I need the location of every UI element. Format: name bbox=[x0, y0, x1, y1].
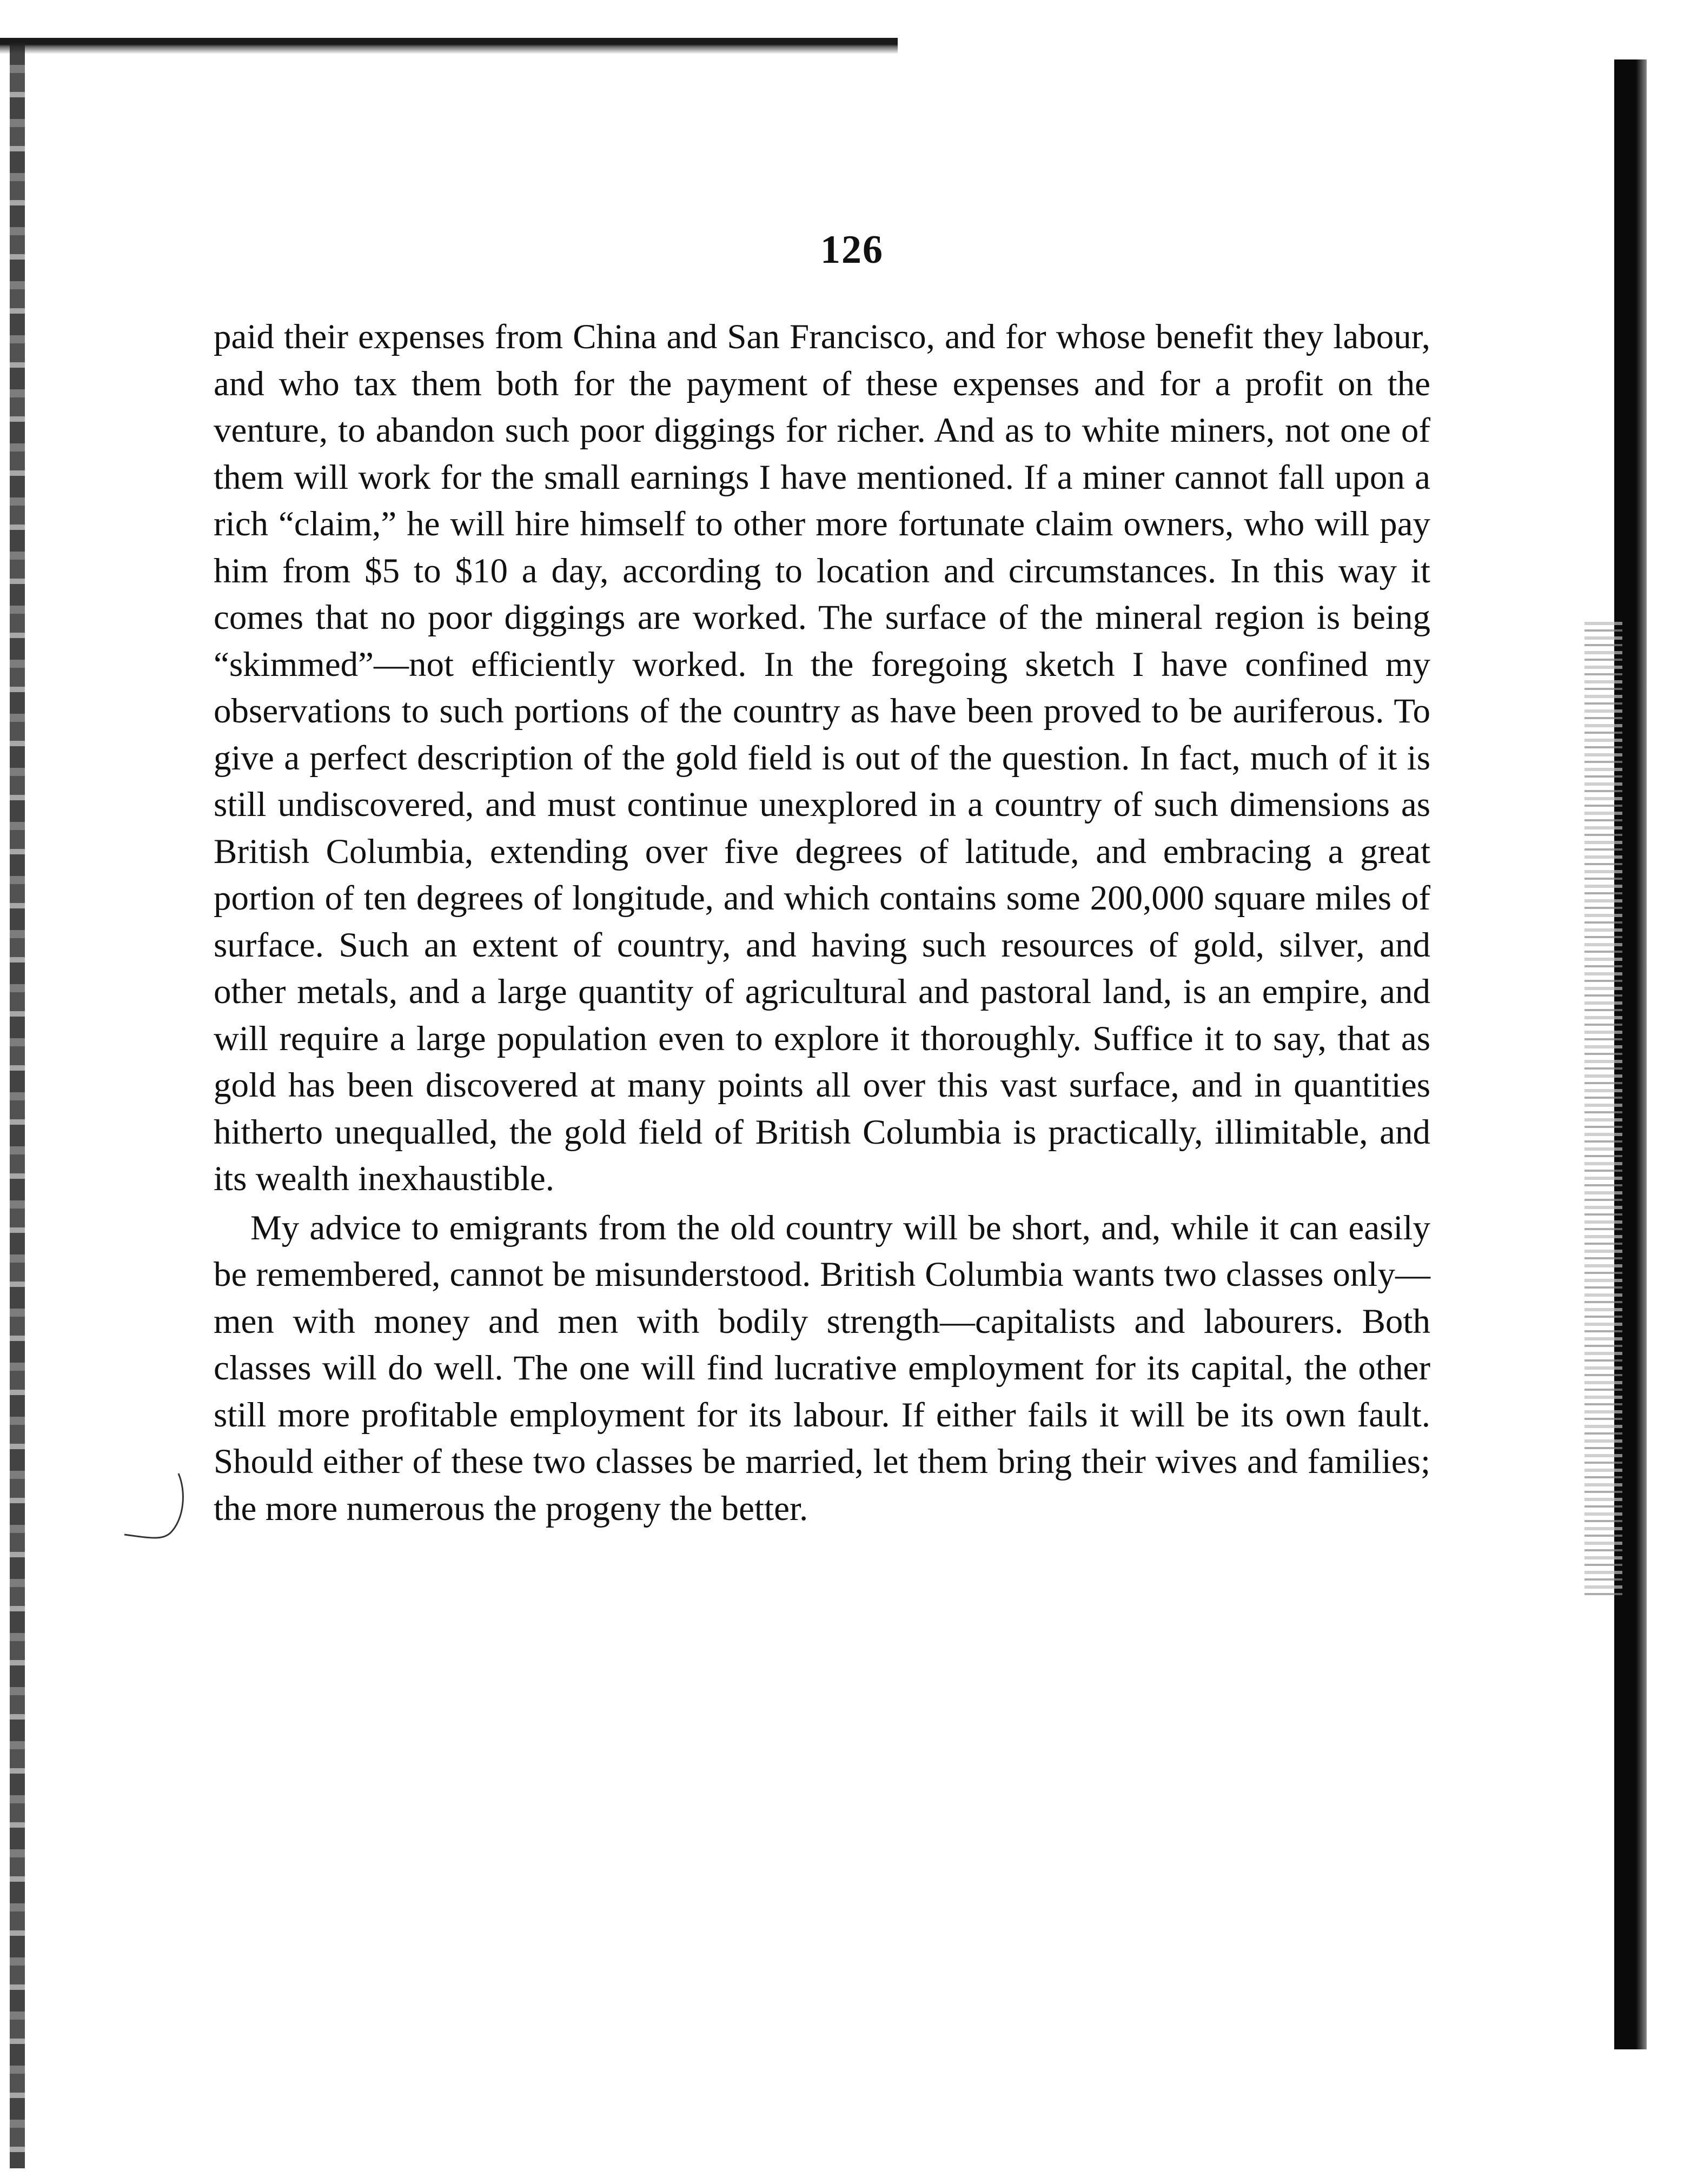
margin-pencil-mark bbox=[119, 1471, 189, 1546]
body-text bbox=[214, 314, 1430, 1532]
scan-border-left bbox=[10, 43, 25, 2168]
scan-border-top bbox=[0, 38, 898, 54]
paragraph-advice-to-emigrants: My advice to emigrants from the old country will be short, and, while it can easily be remembered, cannot be misunderstood. British Columbia wants two classes only—men with money and men with bodily strength—capitalists and labourers. Both classes will do well. The one will find lucrative employment for its capital, the other still more profitable employment for its labour. If either fails it will be its own fault. Should either of these two classes be married, let them bring their wives and families; the more numerous the progeny the better. bbox=[214, 1208, 1430, 1528]
page-number: 126 bbox=[820, 228, 884, 272]
scan-noise-right bbox=[1584, 622, 1622, 1595]
paragraph-gold-field: paid their expenses from China and San Francisco, and for whose benefit they labour, and who tax them both for the payment of these expenses and for a profit on the venture, to abandon such poor diggings for richer. And as to white miners, not one of them will work for the small earnings I have mentioned. If a miner cannot fall upon a rich “claim,” he will hire himself to other more fortunate claim owners, who will pay him from $5 to $10 a day, according to location and circumstances. In this way it comes that no poor diggings are worked. The surface of the mineral region is being “skimmed”—not efficiently worked. In the foregoing sketch I have confined my observations to such portions of the country as have been proved to be auriferous. To give a perfect description of the gold field is out of the question. In fact, much of it is still undiscovered, and must continue unexplored in a country of such dimensions as British Columbia, extending over five degrees of latitude, and embracing a great portion of ten degrees of longitude, and which contains some 200,000 square miles of surface. Such an extent of country, and having such resources of gold, silver, and other metals, and a large quantity of agricultural and pastoral land, is an empire, and will require a large population even to explore it thoroughly. Suffice it to say, that as gold has been discovered at many points all over this vast surface, and in quantities hitherto unequalled, the gold field of British Columbia is practically, illimitable, and its wealth inexhaustible. bbox=[214, 317, 1430, 1198]
